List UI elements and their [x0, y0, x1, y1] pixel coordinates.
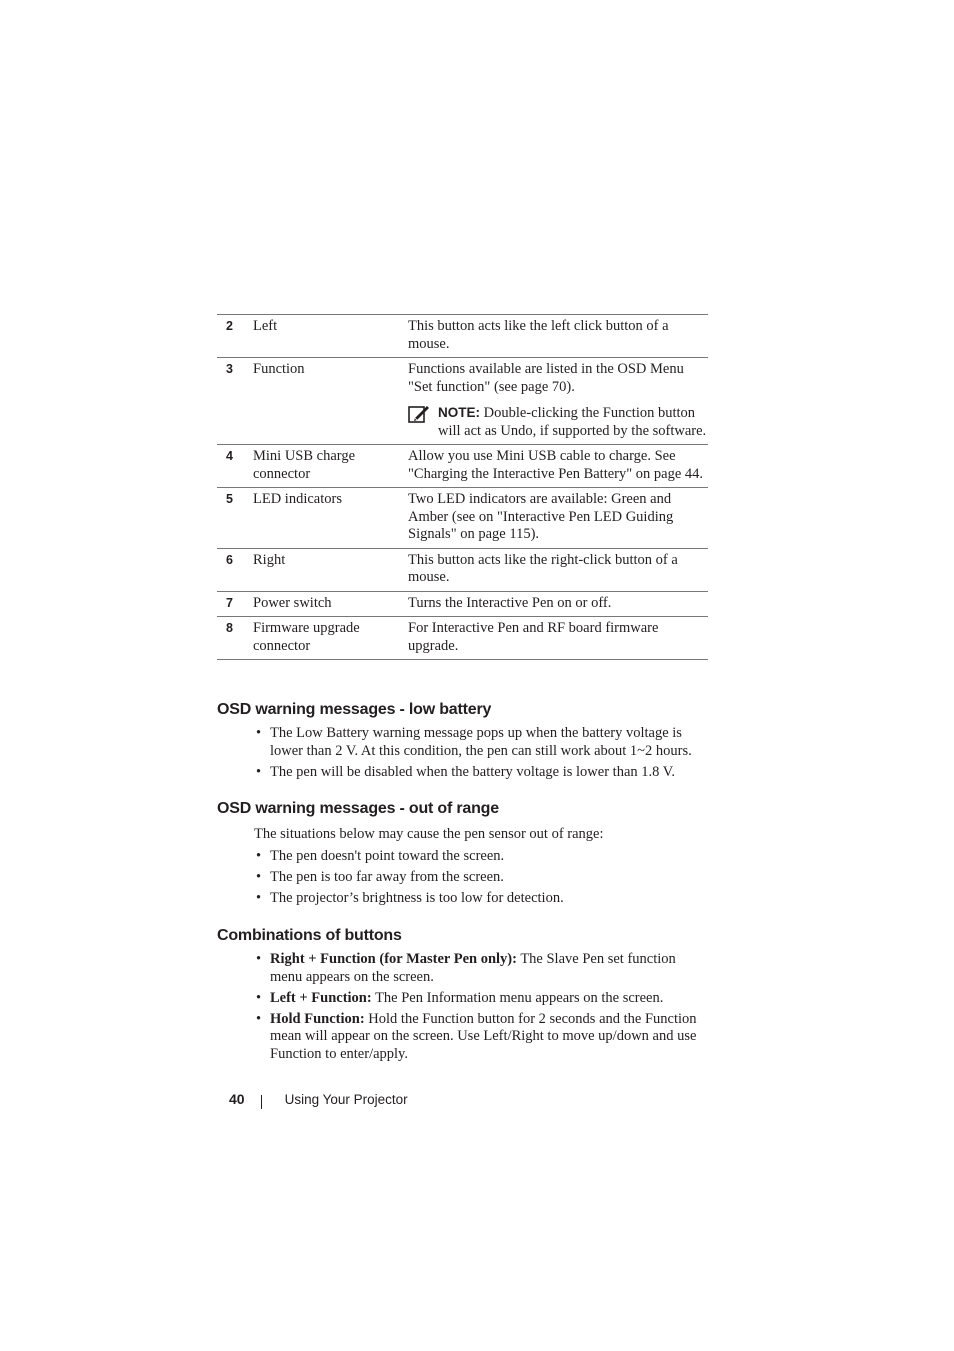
table-row: [217, 591, 708, 617]
row-number: 6: [217, 548, 253, 591]
row-name: Power switch: [253, 591, 408, 617]
note-pencil-icon: [408, 404, 430, 424]
page-footer: [229, 1089, 408, 1109]
row-name: LED indicators: [253, 488, 408, 549]
row-description: Functions available are listed in the OSD Menu "Set function" (see page 70).: [408, 361, 684, 395]
list-item: [254, 1011, 710, 1064]
heading-low-battery: OSD warning messages - low battery: [217, 701, 492, 718]
table-row: [217, 315, 708, 358]
row-description: This button acts like the right-click button of a mouse.: [408, 548, 708, 591]
list-item: [254, 990, 710, 1008]
row-description: For Interactive Pen and RF board firmware upgrade.: [408, 617, 708, 660]
note-content: [438, 404, 708, 440]
row-number: 8: [217, 617, 253, 660]
page-number: 40: [229, 1091, 245, 1107]
table-row: [217, 617, 708, 660]
heading-out-of-range: OSD warning messages - out of range: [217, 800, 499, 817]
row-description: This button acts like the left click button of a mouse.: [408, 315, 708, 358]
footer-divider: [261, 1095, 262, 1109]
row-number: 3: [217, 358, 253, 445]
row-description-cell: [408, 358, 708, 445]
list-item-text: The Pen Information menu appears on the screen.: [375, 989, 664, 1006]
row-name: Left: [253, 315, 408, 358]
list-item-term: Right + Function (for Master Pen only):: [270, 951, 517, 967]
combinations-list: [254, 951, 710, 1067]
row-number: 4: [217, 445, 253, 488]
low-battery-list: [254, 725, 710, 785]
button-spec-table: [217, 314, 708, 660]
note-label: NOTE:: [438, 405, 480, 420]
list-item: [254, 951, 710, 986]
list-item: • The pen is too far away from the screen.: [254, 869, 710, 887]
list-item: • The Low Battery warning message pops up when the battery voltage is lower than 2 V. At this condition, the pen can still work about 1~2 hours.: [254, 725, 710, 760]
list-item: • The pen will be disabled when the battery voltage is lower than 1.8 V.: [254, 764, 710, 782]
list-item: • The projector’s brightness is too low for detection.: [254, 890, 710, 908]
list-item-term: Hold Function:: [270, 1010, 365, 1027]
row-number: 2: [217, 315, 253, 358]
list-item-text: Hold the Function button for 2 seconds and the Function mean will appear on the screen. Use Left/Right to move up/down and use Function to enter/apply.: [270, 1010, 697, 1062]
row-number: 7: [217, 591, 253, 617]
note-text: Double-clicking the Function button will act as Undo, if supported by the software.: [438, 405, 707, 439]
row-description: Turns the Interactive Pen on or off.: [408, 591, 708, 617]
row-name: Mini USB charge connector: [253, 445, 408, 488]
row-name: Right: [253, 548, 408, 591]
row-description: Two LED indicators are available: Green and Amber (see on "Interactive Pen LED Guiding Signals" on page 115).: [408, 488, 708, 549]
heading-combinations: Combinations of buttons: [217, 927, 402, 944]
note-block: [408, 404, 708, 440]
out-of-range-intro: The situations below may cause the pen sensor out of range:: [254, 826, 604, 842]
list-item: • The pen doesn't point toward the screen.: [254, 848, 710, 866]
list-item-text: The Slave Pen set function menu appears on the screen.: [270, 951, 676, 985]
footer-chapter-title: Using Your Projector: [284, 1091, 408, 1107]
row-description: Allow you use Mini USB cable to charge. See "Charging the Interactive Pen Battery" on page 44.: [408, 445, 708, 488]
table-row: [217, 445, 708, 488]
table-row: [217, 358, 708, 445]
row-name: Firmware upgrade connector: [253, 617, 408, 660]
table-row: [217, 548, 708, 591]
list-item-term: Left + Function:: [270, 989, 372, 1006]
row-number: 5: [217, 488, 253, 549]
out-of-range-list: [254, 848, 710, 911]
row-name: Function: [253, 358, 408, 445]
table-row: [217, 488, 708, 549]
